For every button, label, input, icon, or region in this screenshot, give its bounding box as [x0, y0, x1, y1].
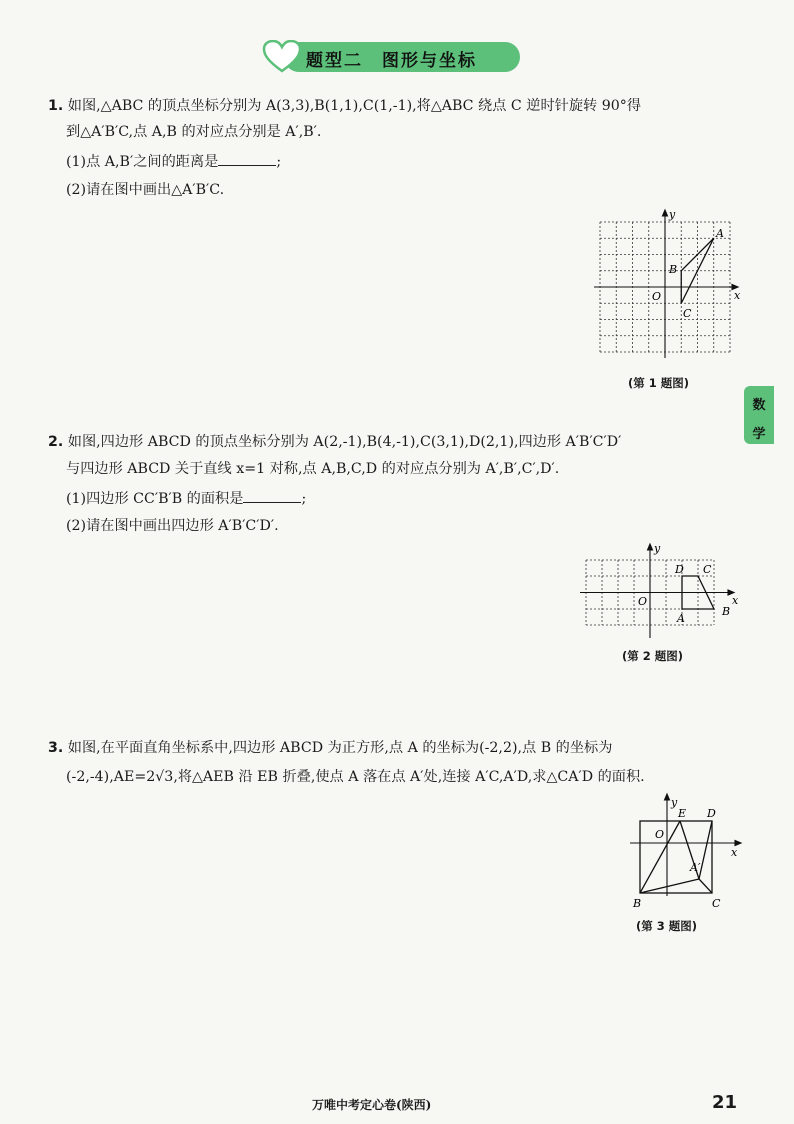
f2-origin-label: O — [638, 595, 648, 608]
f3-point-B-label: B — [633, 897, 642, 910]
heart-icon — [262, 40, 302, 74]
f3-origin-label: O — [655, 828, 665, 841]
f1-point-B-label: B — [669, 263, 678, 276]
question-1-part-1-end: ; — [276, 154, 282, 170]
figure-3-diagram — [626, 790, 744, 914]
f3-point-D-label: D — [707, 807, 716, 820]
f3-point-A1-label: A′ — [690, 861, 701, 874]
question-2-part-1-label: (1)四边形 CC′B′B 的面积是 — [66, 491, 244, 507]
question-1-part-1-label: (1)点 A,B′之间的距离是 — [66, 154, 219, 170]
question-2-text-2: 与四边形 ABCD 关于直线 x=1 对称,点 A,B,C,D 的对应点分别为 A′,B′,C′,D′. — [66, 461, 560, 477]
f2-y-label: y — [654, 542, 661, 555]
question-1-part-1 — [66, 151, 281, 171]
figure-2-caption: (第 2 题图) — [622, 649, 684, 663]
question-1-text-1: 如图,△ABC 的顶点坐标分别为 A(3,3),B(1,1),C(1,-1),将△ABC 绕点 C 逆时针旋转 90°得 — [67, 98, 642, 114]
figure-3-caption: (第 3 题图) — [636, 919, 698, 933]
question-2-part-1 — [66, 488, 306, 508]
section-header — [262, 38, 530, 76]
f2-point-A-label: A — [677, 612, 685, 625]
subject-tab-char-1: 数 — [752, 398, 766, 413]
answer-blank-2[interactable] — [243, 488, 301, 503]
question-2-number: 2. — [48, 434, 64, 450]
question-2-part-1-end: ; — [301, 491, 307, 507]
f1-point-A-label: A — [716, 227, 724, 240]
f1-y-label: y — [669, 208, 676, 221]
f1-point-C-label: C — [683, 307, 692, 320]
f2-x-label: x — [732, 594, 739, 607]
question-2-text-1: 如图,四边形 ABCD 的顶点坐标分别为 A(2,-1),B(4,-1),C(3,1),D(2,1),四边形 A′B′C′D′ — [67, 434, 622, 450]
question-1-line-1 — [48, 95, 641, 115]
f3-x-label: x — [731, 846, 738, 859]
question-3-text-1: 如图,在平面直角坐标系中,四边形 ABCD 为正方形,点 A 的坐标为(-2,2),点 B 的坐标为 — [67, 740, 613, 756]
question-1-part-2: (2)请在图中画出△A′B′C. — [66, 182, 225, 198]
question-1-text-2: 到△A′B′C,点 A,B 的对应点分别是 A′,B′. — [66, 124, 322, 140]
answer-blank-1[interactable] — [218, 151, 276, 166]
question-3-number: 3. — [48, 740, 64, 756]
section-title: 题型二 图形与坐标 — [306, 51, 477, 71]
f3-y-label: y — [671, 796, 678, 809]
f2-point-C-label: C — [703, 563, 712, 576]
f3-point-C-label: C — [712, 897, 721, 910]
f2-point-B-label: B — [722, 605, 731, 618]
subject-tab — [744, 386, 774, 444]
f1-x-label: x — [734, 289, 740, 302]
figure-1-caption: (第 1 题图) — [628, 376, 690, 390]
question-3-line-1 — [48, 737, 612, 757]
f3-point-E-label: E — [678, 807, 687, 820]
question-2-line-1 — [48, 431, 621, 451]
subject-tab-char-2: 学 — [752, 427, 766, 442]
f2-point-D-label: D — [675, 563, 684, 576]
question-1-number: 1. — [48, 98, 64, 114]
figure-2-grid — [578, 540, 740, 642]
f1-origin-label: O — [652, 290, 662, 303]
question-2-part-2: (2)请在图中画出四边形 A′B′C′D′. — [66, 518, 279, 534]
figure-1-grid — [590, 208, 740, 368]
question-3-text-2: (-2,-4),AE=2√3,将△AEB 沿 EB 折叠,使点 A 落在点 A′处,连接 A′C,A′D,求△CA′D 的面积. — [66, 769, 645, 785]
footer-book-title: 万唯中考定心卷(陕西) — [312, 1098, 432, 1112]
page-number: 21 — [712, 1092, 738, 1113]
